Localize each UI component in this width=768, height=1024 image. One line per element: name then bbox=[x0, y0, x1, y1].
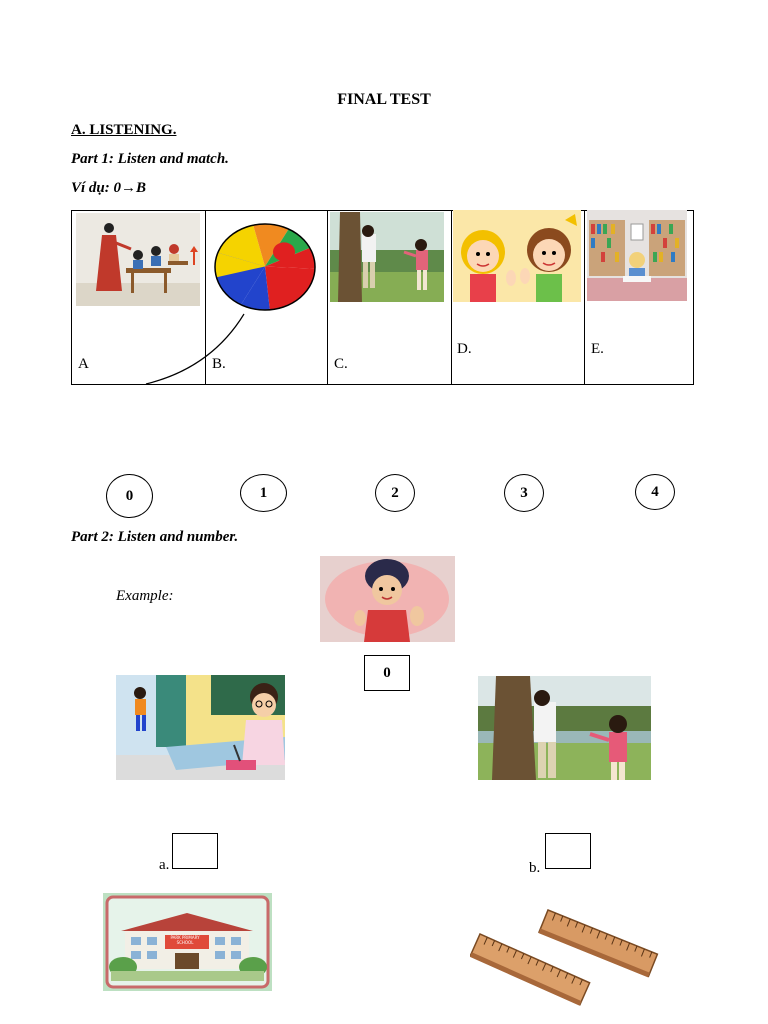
option-letter-e: E. bbox=[591, 341, 604, 357]
page-title: FINAL TEST bbox=[337, 91, 431, 108]
label-a: a. bbox=[159, 857, 170, 873]
match-table bbox=[71, 210, 694, 386]
table-divider bbox=[451, 210, 452, 385]
number-circle-2: 2 bbox=[375, 474, 415, 512]
option-letter-c: C. bbox=[334, 356, 348, 372]
classroom-image bbox=[76, 213, 200, 306]
example-number-box: 0 bbox=[364, 655, 410, 691]
section-a-heading: A. LISTENING. bbox=[71, 122, 177, 138]
girl-waving-image bbox=[320, 556, 455, 642]
match-line bbox=[141, 310, 251, 390]
table-divider bbox=[327, 210, 328, 385]
option-letter-d: D. bbox=[457, 341, 472, 357]
option-letter-b: B. bbox=[212, 356, 226, 372]
table-border-right bbox=[693, 210, 694, 385]
beach-ball-image bbox=[211, 220, 319, 314]
example-answer: B bbox=[136, 180, 147, 196]
hide-and-seek-image bbox=[330, 212, 444, 302]
teacher-writing-image bbox=[116, 675, 285, 780]
greeting-children-image bbox=[453, 210, 581, 302]
answer-box-a[interactable] bbox=[172, 833, 218, 869]
answer-box-b[interactable] bbox=[545, 833, 591, 869]
number-circle-3: 3 bbox=[504, 474, 544, 512]
example-line bbox=[71, 180, 146, 197]
part1-heading: Part 1: Listen and match. bbox=[71, 151, 229, 167]
table-border-left bbox=[71, 210, 72, 385]
example-label: Example: bbox=[116, 588, 174, 604]
table-divider bbox=[584, 210, 585, 385]
label-b: b. bbox=[529, 860, 541, 876]
rulers-image bbox=[470, 900, 662, 1010]
school-sign-text: PARK PRIMARY SCHOOL bbox=[170, 935, 200, 945]
hide-and-seek-image bbox=[478, 676, 651, 780]
example-prefix: Ví dụ: 0 bbox=[71, 180, 122, 196]
number-circle-0: 0 bbox=[106, 474, 153, 518]
option-letter-a: A bbox=[78, 356, 89, 372]
library-image bbox=[587, 210, 687, 301]
part2-heading: Part 2: Listen and number. bbox=[71, 529, 239, 545]
number-circle-1: 1 bbox=[240, 474, 287, 512]
arrow-icon: → bbox=[121, 180, 137, 196]
number-circle-4: 4 bbox=[635, 474, 675, 510]
